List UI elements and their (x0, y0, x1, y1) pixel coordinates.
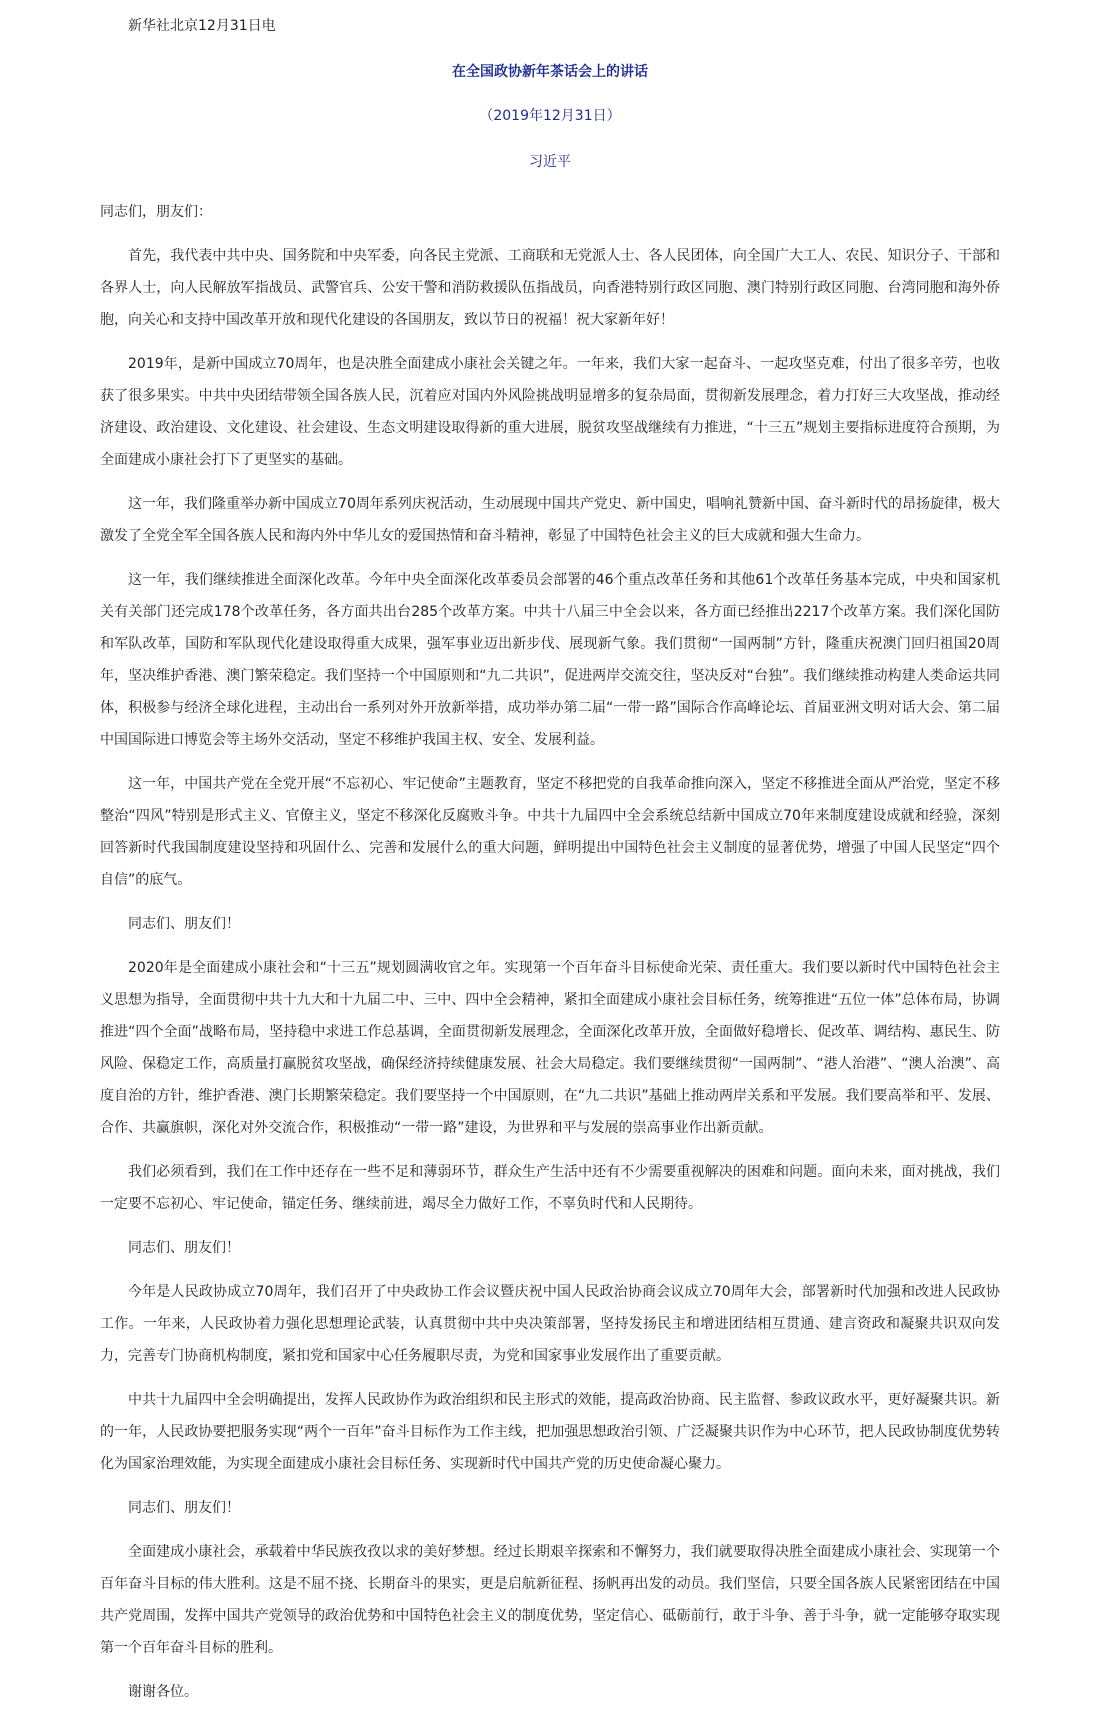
paragraph: 这一年，我们继续推进全面深化改革。今年中央全面深化改革委员会部署的46个重点改革任务和其他61个改革任务基本完成，中央和国家机关有关部门还完成178个改革任务，各方面共出台285个改革方案。中共十八届三中全会以来，各方面已经推出2217个改革方案。我们深化国防和军队改革，国防和军队现代化建设取得重大成果，强军事业迈出新步伐、展现新气象。我们贯彻“一国两制”方针，隆重庆祝澳门回归祖国20周年，坚决维护香港、澳门繁荣稳定。我们坚持一个中国原则和“九二共识”，促进两岸交流交往，坚决反对“台独”。我们继续推动构建人类命运共同体，积极参与经济全球化进程，主动出台一系列对外开放新举措，成功举办第二届“一带一路”国际合作高峰论坛、首届亚洲文明对话大会、第二届中国国际进口博览会等主场外交活动，坚定不移维护我国主权、安全、发展利益。 (100, 572, 1000, 748)
paragraph: 2020年是全面建成小康社会和“十三五”规划圆满收官之年。实现第一个百年奋斗目标使命光荣、责任重大。我们要以新时代中国特色社会主义思想为指导，全面贯彻中共十九大和十九届二中、三中、四中全会精神，紧扣全面建成小康社会目标任务，统筹推进“五位一体”总体布局，协调推进“四个全面”战略布局，坚持稳中求进工作总基调，全面贯彻新发展理念，全面深化改革开放，全面做好稳增长、促改革、调结构、惠民生、防风险、保稳定工作，高质量打赢脱贫攻坚战，确保经济持续健康发展、社会大局稳定。我们要继续贯彻“一国两制”、“港人治港”、“澳人治澳”、高度自治的方针，维护香港、澳门长期繁荣稳定。我们要坚持一个中国原则，在“九二共识”基础上推动两岸关系和平发展。我们要高举和平、发展、合作、共赢旗帜，深化对外交流合作，积极推动“一带一路”建设，为世界和平与发展的崇高事业作出新贡献。 (100, 960, 1000, 1136)
speech-date: （2019年12月31日） (479, 108, 621, 124)
dateline: 新华社北京12月31日电 (128, 18, 276, 34)
paragraph: 全面建成小康社会，承载着中华民族孜孜以求的美好梦想。经过长期艰辛探索和不懈努力，我们就要取得决胜全面建成小康社会、实现第一个百年奋斗目标的伟大胜利。这是不屈不挠、长期奋斗的果实，更是启航新征程、扬帆再出发的动员。我们坚信，只要全国各族人民紧密团结在中国共产党周围，发挥中国共产党领导的政治优势和中国特色社会主义的制度优势，坚定信心、砥砺前行，敢于斗争、善于斗争，就一定能够夺取实现第一个百年奋斗目标的胜利。 (100, 1544, 1000, 1656)
paragraph: 这一年，中国共产党在全党开展“不忘初心、牢记使命”主题教育，坚定不移把党的自我革命推向深入，坚定不移推进全面从严治党，坚定不移整治“四风”特别是形式主义、官僚主义，坚定不移深化反腐败斗争。中共十九届四中全会系统总结新中国成立70年来制度建设成就和经验，深刻回答新时代我国制度建设坚持和巩固什么、完善和发展什么的重大问题，鲜明提出中国特色社会主义制度的显著优势，增强了中国人民坚定“四个自信”的底气。 (100, 776, 1000, 888)
salutation: 同志们，朋友们： (100, 204, 212, 220)
paragraph: 同志们、朋友们！ (128, 1240, 240, 1256)
article-title: 在全国政协新年茶话会上的讲话 (452, 64, 648, 80)
paragraph: 2019年，是新中国成立70周年，也是决胜全面建成小康社会关键之年。一年来，我们大家一起奋斗、一起攻坚克难，付出了很多辛劳，也收获了很多果实。中共中央团结带领全国各族人民，沉着应对国内外风险挑战明显增多的复杂局面，贯彻新发展理念，着力打好三大攻坚战，推动经济建设、政治建设、文化建设、社会建设、生态文明建设取得新的重大进展，脱贫攻坚战继续有力推进，“十三五”规划主要指标进度符合预期，为全面建成小康社会打下了更坚实的基础。 (100, 356, 1000, 468)
article-body (100, 196, 1000, 1720)
paragraph: 同志们、朋友们！ (128, 1500, 240, 1516)
paragraph: 中共十九届四中全会明确提出，发挥人民政协作为政治组织和民主形式的效能，提高政治协商、民主监督、参政议政水平，更好凝聚共识。新的一年，人民政协要把服务实现“两个一百年”奋斗目标作为工作主线，把加强思想政治引领、广泛凝聚共识作为中心环节，把人民政协制度优势转化为国家治理效能，为实现全面建成小康社会目标任务、实现新时代中国共产党的历史使命凝心聚力。 (100, 1392, 1000, 1472)
paragraph: 今年是人民政协成立70周年，我们召开了中央政协工作会议暨庆祝中国人民政治协商会议成立70周年大会，部署新时代加强和改进人民政协工作。一年来，人民政协着力强化思想理论武装，认真贯彻中共中央决策部署，坚持发扬民主和增进团结相互贯通、建言资政和凝聚共识双向发力，完善专门协商机构制度，紧扣党和国家中心任务履职尽责，为党和国家事业发展作出了重要贡献。 (100, 1284, 1000, 1364)
paragraph: 首先，我代表中共中央、国务院和中央军委，向各民主党派、工商联和无党派人士、各人民团体，向全国广大工人、农民、知识分子、干部和各界人士，向人民解放军指战员、武警官兵、公安干警和消防救援队伍指战员，向香港特别行政区同胞、澳门特别行政区同胞、台湾同胞和海外侨胞，向关心和支持中国改革开放和现代化建设的各国朋友，致以节日的祝福！祝大家新年好！ (100, 248, 1000, 328)
paragraph: 谢谢各位。 (128, 1684, 198, 1700)
paragraph: 同志们、朋友们！ (128, 916, 240, 932)
author-name: 习近平 (529, 154, 571, 170)
paragraph: 这一年，我们隆重举办新中国成立70周年系列庆祝活动，生动展现中国共产党史、新中国史，唱响礼赞新中国、奋斗新时代的昂扬旋律，极大激发了全党全军全国各族人民和海内外中华儿女的爱国热情和奋斗精神，彰显了中国特色社会主义的巨大成就和强大生命力。 (100, 496, 1000, 544)
paragraph: 我们必须看到，我们在工作中还存在一些不足和薄弱环节，群众生产生活中还有不少需要重视解决的困难和问题。面向未来，面对挑战，我们一定要不忘初心、牢记使命，锚定任务、继续前进，竭尽全力做好工作，不辜负时代和人民期待。 (100, 1164, 1000, 1212)
